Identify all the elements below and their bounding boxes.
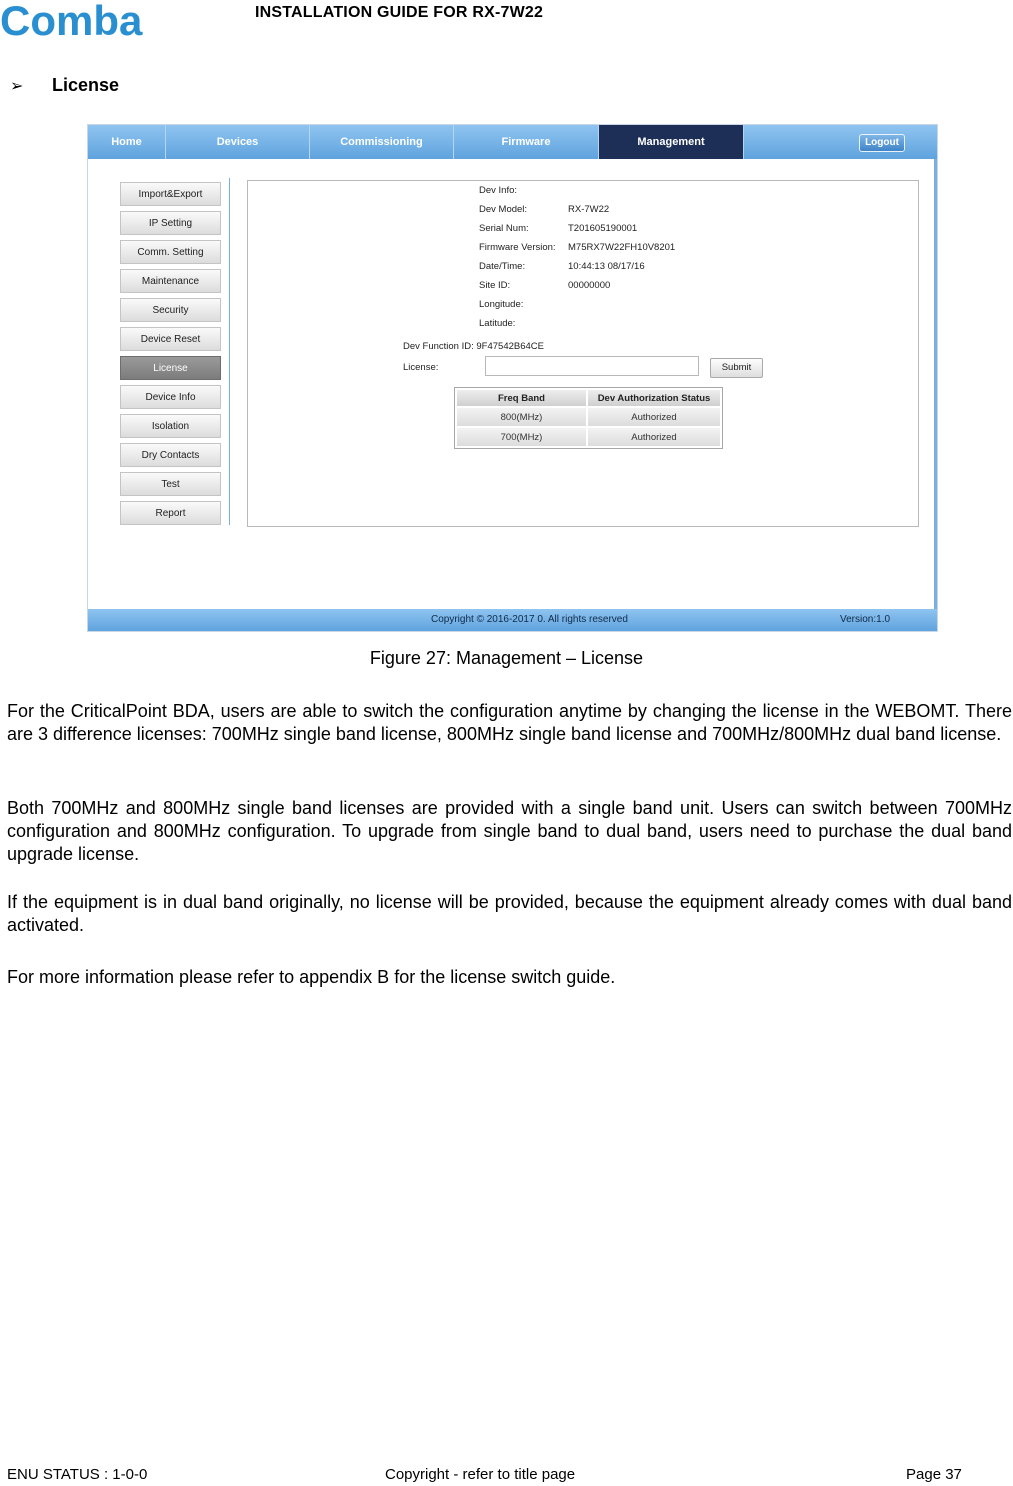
site-id-label: Site ID: [479, 280, 511, 291]
top-nav-bar [88, 125, 937, 159]
menu-report-button[interactable]: Report [120, 501, 221, 525]
tab-firmware[interactable]: Firmware [454, 125, 599, 159]
license-input[interactable] [485, 356, 699, 376]
submit-button[interactable]: Submit [710, 358, 763, 378]
license-panel [247, 180, 919, 527]
svg-text:Comba: Comba [0, 2, 143, 40]
auth-status-cell: Authorized [588, 428, 720, 446]
page-number: Page 37 [906, 1466, 962, 1483]
paragraph-single-band: Both 700MHz and 800MHz single band licenses are provided with a single band unit. Users can switch between 700MHz configuration and 800MHz configuration. To upgrade from single band to dual band, users need to purchase the dual band upgrade license. [7, 798, 1012, 864]
page-footer-copyright: Copyright - refer to title page [385, 1466, 576, 1483]
auth-status-cell: Authorized [588, 408, 720, 426]
menu-import-export-button[interactable]: Import&Export [120, 182, 221, 206]
bullet-arrow-icon: ➢ [10, 78, 24, 95]
license-label: License: [403, 362, 439, 373]
menu-device-info-button[interactable]: Device Info [120, 385, 221, 409]
screenshot-copyright: Copyright © 2016-2017 0. All rights reserved [431, 614, 628, 625]
tab-devices[interactable]: Devices [166, 125, 310, 159]
management-license-screenshot [87, 124, 938, 632]
paragraph-dual-band: If the equipment is in dual band originally, no license will be provided, because the equipment already comes with dual band activated. [7, 892, 1012, 935]
menu-isolation-button[interactable]: Isolation [120, 414, 221, 438]
paragraph-license-overview: For the CriticalPoint BDA, users are able to switch the configuration anytime by changing the license in the WEBOMT. There are 3 difference licenses: 700MHz single band license, 800MHz single band license and 700MHz/800MHz dual band license. [7, 701, 1012, 744]
serial-num-label: Serial Num: [479, 223, 529, 234]
document-title: INSTALLATION GUIDE FOR RX-7W22 [255, 4, 544, 21]
logout-button[interactable]: Logout [859, 134, 905, 152]
menu-dry-contacts-button[interactable]: Dry Contacts [120, 443, 221, 467]
date-time-value: 10:44:13 08/17/16 [568, 261, 645, 272]
freq-band-cell: 700(MHz) [457, 428, 586, 446]
table-header-row [457, 390, 720, 406]
authorization-table [454, 387, 723, 449]
paragraph-more-info: For more information please refer to appendix B for the license switch guide. [7, 967, 616, 987]
serial-num-value: T201605190001 [568, 223, 638, 234]
menu-comm-setting-button[interactable]: Comm. Setting [120, 240, 221, 264]
table-row [457, 428, 720, 446]
table-row [457, 408, 720, 426]
menu-device-reset-button[interactable]: Device Reset [120, 327, 221, 351]
site-id-value: 00000000 [568, 280, 611, 291]
menu-ip-setting-button[interactable]: IP Setting [120, 211, 221, 235]
tab-management[interactable]: Management [599, 125, 744, 159]
page-footer-status: ENU STATUS : 1-0-0 [7, 1466, 148, 1483]
management-side-menu [116, 178, 230, 525]
tab-commissioning[interactable]: Commissioning [310, 125, 454, 159]
tab-home[interactable]: Home [88, 125, 166, 159]
freq-band-cell: 800(MHz) [457, 408, 586, 426]
latitude-label: Latitude: [479, 318, 516, 329]
menu-security-button[interactable]: Security [120, 298, 221, 322]
firmware-version-label: Firmware Version: [479, 242, 556, 253]
menu-test-button[interactable]: Test [120, 472, 221, 496]
comba-logo [0, 2, 182, 40]
dev-info-heading: Dev Info: [479, 185, 518, 196]
dev-model-label: Dev Model: [479, 204, 528, 215]
menu-license-button[interactable]: License [120, 356, 221, 380]
auth-status-header: Dev Authorization Status [588, 390, 720, 406]
dev-model-value: RX-7W22 [568, 204, 610, 215]
dev-function-id: Dev Function ID: 9F47542B64CE [403, 341, 544, 352]
screenshot-version: Version:1.0 [840, 614, 891, 625]
longitude-label: Longitude: [479, 299, 524, 310]
screenshot-footer-bar [88, 609, 937, 631]
figure-caption: Figure 27: Management – License [369, 648, 644, 668]
freq-band-header: Freq Band [457, 390, 586, 406]
section-title: License [52, 75, 120, 95]
firmware-version-value: M75RX7W22FH10V8201 [568, 242, 676, 253]
menu-maintenance-button[interactable]: Maintenance [120, 269, 221, 293]
date-time-label: Date/Time: [479, 261, 526, 272]
